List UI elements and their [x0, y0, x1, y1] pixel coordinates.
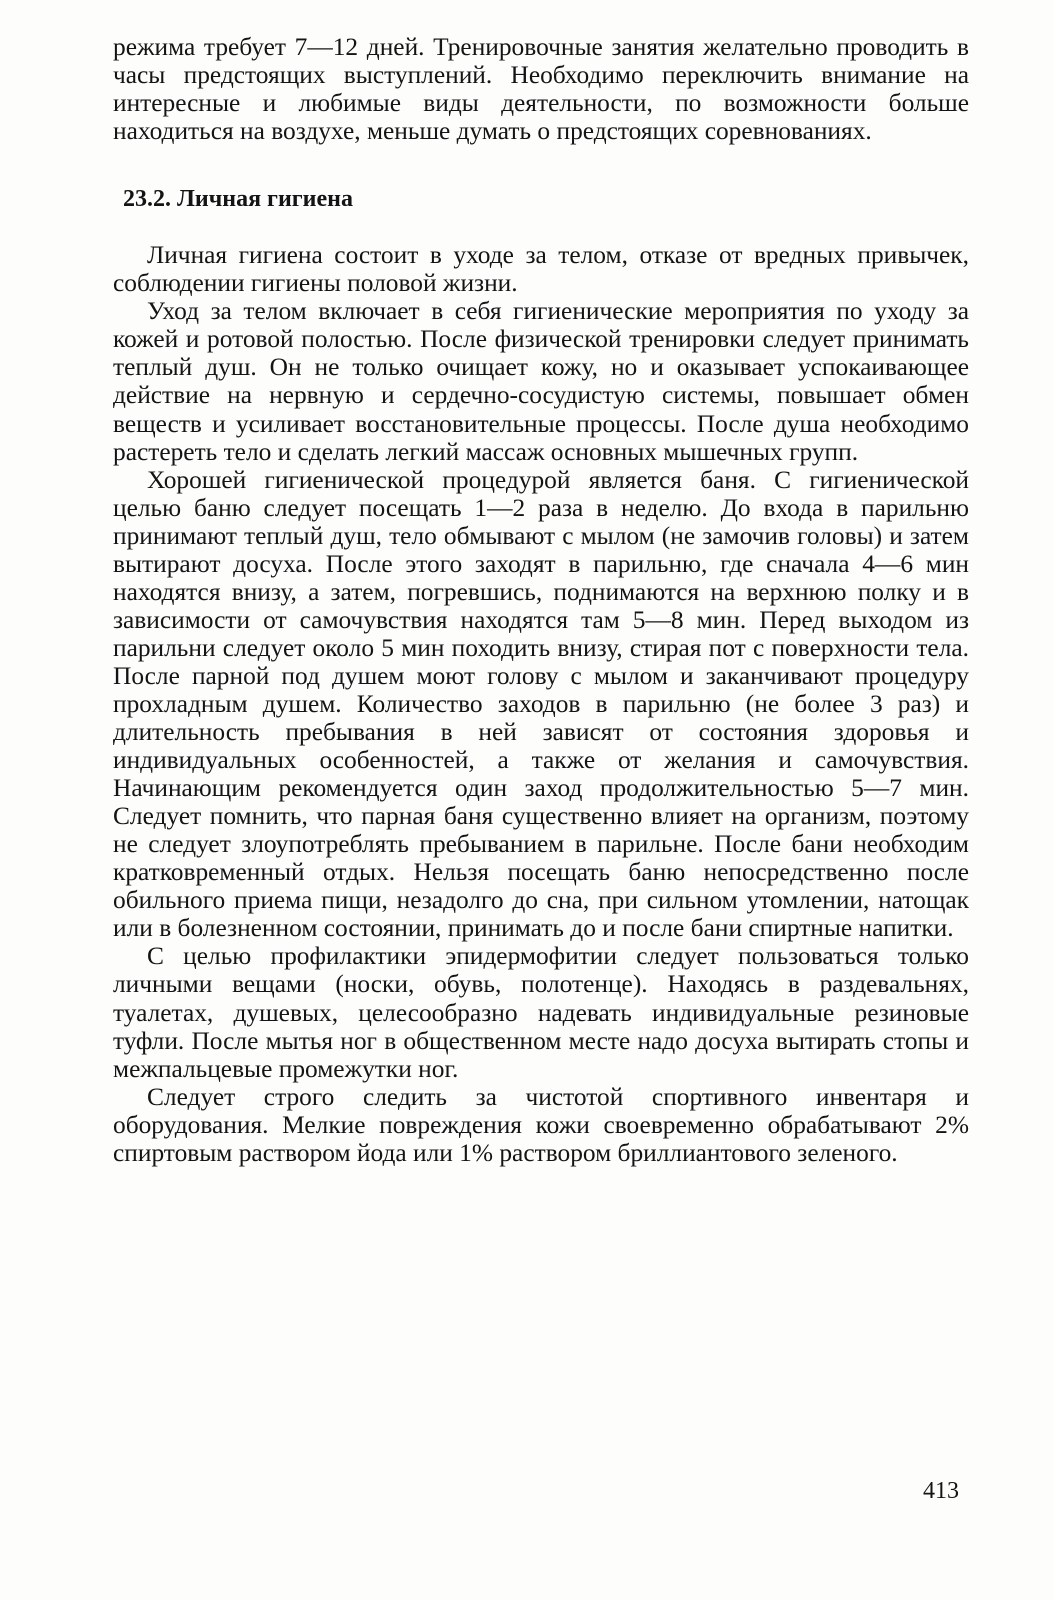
section-heading: 23.2. Личная гигиена: [123, 186, 353, 213]
paragraph-epidermophytosis: С целью профилактики эпидермофитии следует пользоваться только личными вещами (носки, обувь, полотенце). Находясь в раздевальнях, туалетах, душевых, целесообразно надевать индивидуальные резиновые туфли. После мытья ног в общественном месте надо досуха вытирать стопы и межпальцевые промежутки ног.: [113, 942, 969, 1083]
continuation-paragraph: режима требует 7—12 дней. Тренировочные занятия желательно проводить в часы предстоящих выступлений. Необходимо переключить внимание на интересные и любимые виды деятельности, по возможности больше находиться на воздухе, меньше думать о предстоящих соревнованиях.: [113, 33, 969, 146]
page-body: [113, 33, 969, 1167]
paragraph-personal-hygiene: Личная гигиена состоит в уходе за телом, отказе от вредных привычек, соблюдении гигиены половой жизни.: [113, 241, 969, 298]
page-number: 413: [923, 1478, 959, 1504]
paragraph-body-care: Уход за телом включает в себя гигиенические мероприятия по уходу за кожей и ротовой полостью. После физической тренировки следует принимать теплый душ. Он не только очищает кожу, но и оказывает успокаивающее действие на нервную и сердечно-сосудистую системы, повышает обмен веществ и усиливает восстановительные процессы. После душа необходимо растереть тело и сделать легкий массаж основных мышечных групп.: [113, 297, 969, 466]
paragraph-equipment: Следует строго следить за чистотой спортивного инвентаря и оборудования. Мелкие повреждения кожи своевременно обрабатывают 2% спиртовым раствором йода или 1% раствором бриллиантового зеленого.: [113, 1082, 969, 1167]
paragraph-bath: Хорошей гигиенической процедурой является баня. С гигиенической целью баню следует посещать 1—2 раза в неделю. До входа в парильню принимают теплый душ, тело обмывают с мылом (не замочив головы) и затем вытирают досуха. После этого заходят в парильню, где сначала 4—6 мин находятся внизу, а затем, погревшись, поднимаются на верхнюю полку и в зависимости от самочувствия находятся там 5—8 мин. Перед выходом из парильни следует около 5 мин походить внизу, стирая пот с поверхности тела. После парной под душем моют голову с мылом и заканчивают процедуру прохладным душем. Количество заходов в парильню (не более 3 раз) и длительность пребывания в ней зависят от состояния здоровья и индивидуальных особенностей, а также от желания и самочувствия. Начинающим рекомендуется один заход продолжительностью 5—7 мин. Следует помнить, что парная баня существенно влияет на организм, поэтому не следует злоупотреблять пребыванием в парильне. После бани необходим кратковременный отдых. Нельзя посещать баню непосредственно после обильного приема пищи, незадолго до сна, при сильном утомлении, натощак или в болезненном состоянии, принимать до и после бани спиртные напитки.: [113, 465, 969, 943]
